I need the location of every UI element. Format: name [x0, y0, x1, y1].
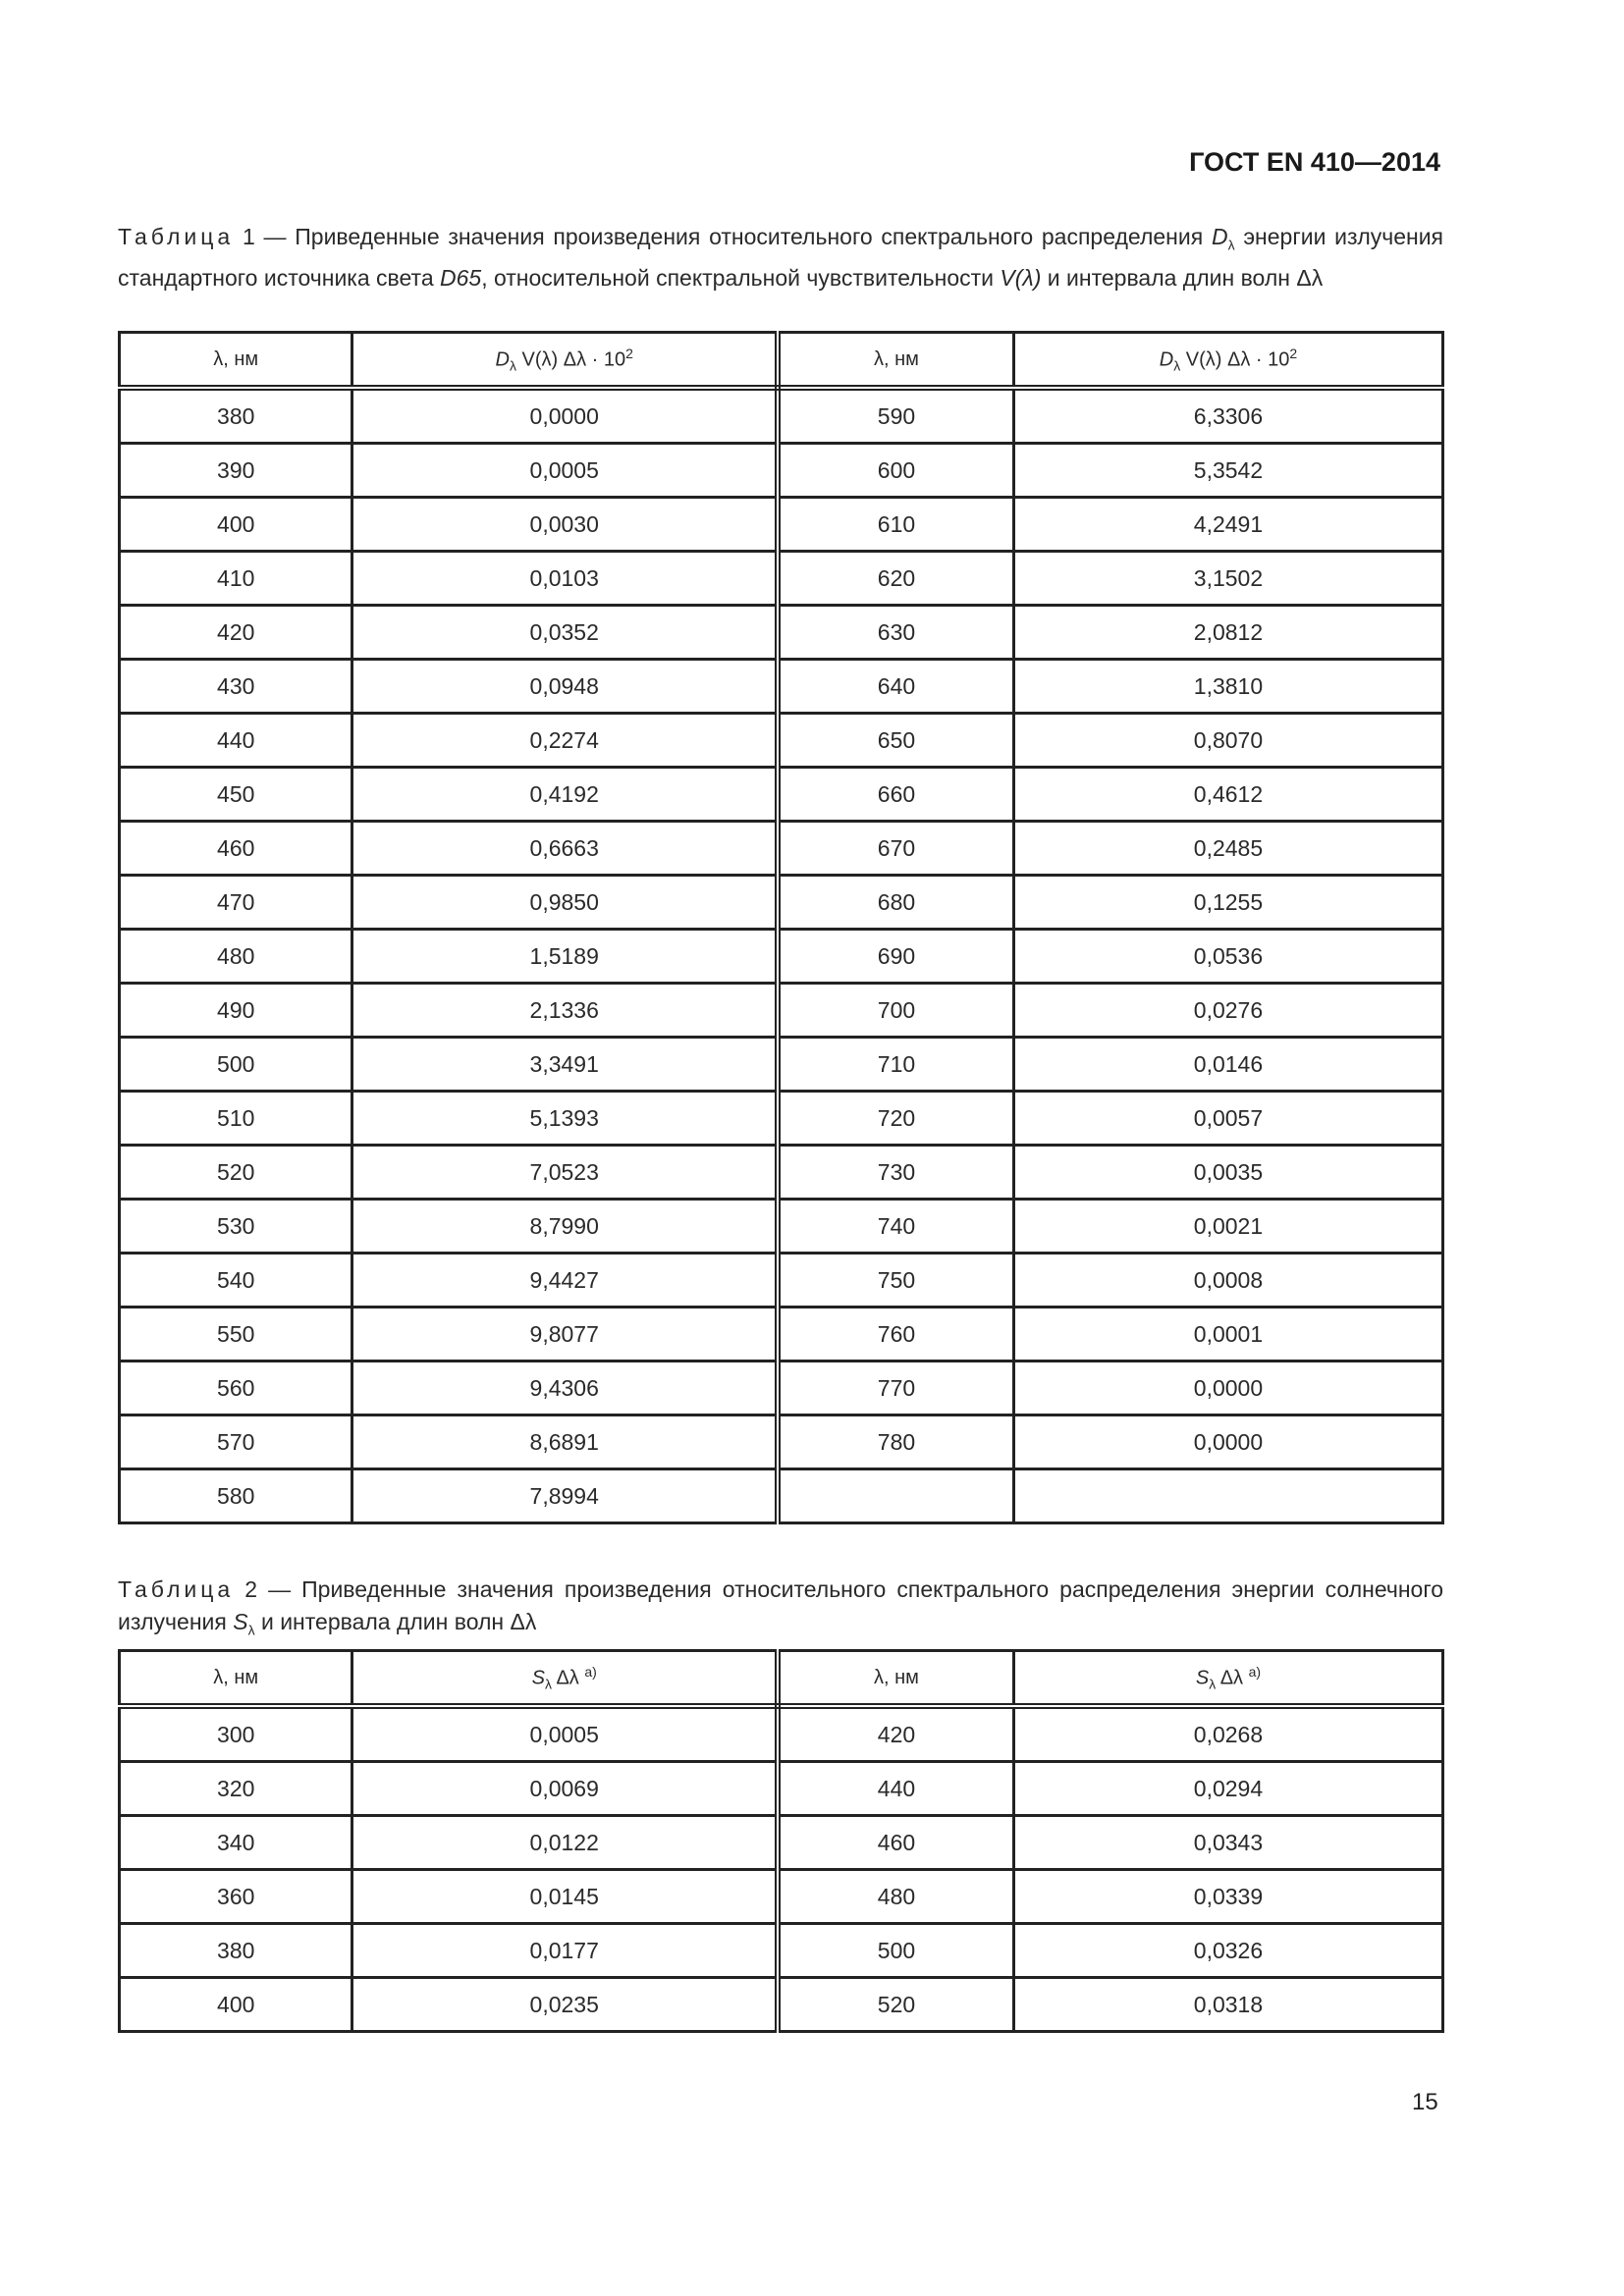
wavelength-cell: 510: [120, 1092, 352, 1146]
wavelength-cell: 480: [120, 930, 352, 984]
value-cell: 0,0948: [352, 660, 778, 714]
value-cell: 0,0000: [352, 388, 778, 444]
wavelength-cell: 500: [120, 1038, 352, 1092]
wavelength-cell: 460: [120, 822, 352, 876]
table-row: [120, 444, 1443, 498]
table-row: [120, 1924, 1443, 1978]
page-number: 15: [1412, 2089, 1438, 2115]
value-cell: 8,6891: [352, 1415, 778, 1469]
table-row: [120, 388, 1443, 444]
table-row: [120, 984, 1443, 1038]
col-header-wavelength: λ, нм: [120, 1651, 352, 1707]
wavelength-cell: 660: [778, 768, 1013, 822]
table-row: [120, 1870, 1443, 1924]
value-cell: 7,0523: [352, 1146, 778, 1200]
table-row: [120, 1038, 1443, 1092]
value-cell: 0,0005: [352, 444, 778, 498]
caption-label: Таблица: [118, 224, 235, 249]
value-cell: 0,0268: [1013, 1706, 1442, 1762]
wavelength-cell: 480: [778, 1870, 1013, 1924]
value-cell: 6,3306: [1013, 388, 1442, 444]
value-cell: 1,5189: [352, 930, 778, 984]
header-symbol: S: [531, 1667, 545, 1689]
wavelength-cell: 700: [778, 984, 1013, 1038]
table-2: [118, 1649, 1444, 2033]
wavelength-cell: 580: [120, 1469, 352, 1523]
header-sup: 2: [1289, 345, 1298, 361]
table-row: [120, 1978, 1443, 2032]
caption-text: и интервала длин волн: [254, 1609, 511, 1634]
value-cell: 0,1255: [1013, 876, 1442, 930]
table-row: [120, 1362, 1443, 1415]
wavelength-cell: 680: [778, 876, 1013, 930]
header-sup: a): [584, 1663, 597, 1680]
caption-text: — Приведенные значения произведения относительного спектрального распределения энергии солнечного излучения: [118, 1576, 1444, 1634]
value-cell: 7,8994: [352, 1469, 778, 1523]
table-1: [118, 331, 1444, 1524]
value-cell: 0,0001: [1013, 1308, 1442, 1362]
wavelength-cell: 360: [120, 1870, 352, 1924]
header-text: V(λ) Δλ · 10: [515, 348, 626, 371]
value-cell: 2,1336: [352, 984, 778, 1038]
value-cell: 0,0000: [1013, 1415, 1442, 1469]
table-header-row: [120, 333, 1443, 389]
caption-symbol: Δλ: [1296, 264, 1324, 291]
value-cell: 0,0343: [1013, 1816, 1442, 1870]
value-cell: 0,9850: [352, 876, 778, 930]
caption-text: и интервала длин волн: [1041, 264, 1297, 291]
caption-symbol: S: [233, 1609, 248, 1634]
caption-sub: λ: [247, 1622, 255, 1638]
value-cell: 0,6663: [352, 822, 778, 876]
value-cell: [1013, 1469, 1442, 1523]
wavelength-cell: 460: [778, 1816, 1013, 1870]
col-header-value: [1013, 333, 1442, 389]
table-row: [120, 498, 1443, 552]
wavelength-cell: 380: [120, 1924, 352, 1978]
caption-symbol: Δλ: [510, 1609, 537, 1634]
caption-text: энергии излучения стандартного источника света: [118, 224, 1444, 291]
wavelength-cell: 590: [778, 388, 1013, 444]
value-cell: 5,3542: [1013, 444, 1442, 498]
wavelength-cell: 470: [120, 876, 352, 930]
wavelength-cell: 420: [120, 606, 352, 660]
wavelength-cell: 320: [120, 1762, 352, 1816]
wavelength-cell: 650: [778, 714, 1013, 768]
wavelength-cell: 770: [778, 1362, 1013, 1415]
value-cell: 4,2491: [1013, 498, 1442, 552]
table-row: [120, 714, 1443, 768]
value-cell: 0,0145: [352, 1870, 778, 1924]
header-symbol: D: [1159, 348, 1174, 371]
wavelength-cell: 400: [120, 1978, 352, 2032]
caption-number: 1: [242, 224, 255, 249]
caption-text: — Приведенные значения произведения относительного спектрального распределения: [254, 224, 1212, 249]
value-cell: 0,0276: [1013, 984, 1442, 1038]
table-row: [120, 768, 1443, 822]
value-cell: 0,0008: [1013, 1254, 1442, 1308]
value-cell: 3,1502: [1013, 552, 1442, 606]
wavelength-cell: 630: [778, 606, 1013, 660]
value-cell: 0,2485: [1013, 822, 1442, 876]
value-cell: 0,0057: [1013, 1092, 1442, 1146]
wavelength-cell: 760: [778, 1308, 1013, 1362]
table1-caption: [118, 221, 1443, 294]
table-row: [120, 1762, 1443, 1816]
wavelength-cell: 690: [778, 930, 1013, 984]
wavelength-cell: 340: [120, 1816, 352, 1870]
value-cell: 9,4427: [352, 1254, 778, 1308]
value-cell: 9,4306: [352, 1362, 778, 1415]
header-sub: λ: [509, 357, 516, 374]
table-row: [120, 1469, 1443, 1523]
value-cell: 0,8070: [1013, 714, 1442, 768]
value-cell: 0,0339: [1013, 1870, 1442, 1924]
header-sup: a): [1248, 1663, 1262, 1680]
value-cell: 0,0318: [1013, 1978, 1442, 2032]
wavelength-cell: 720: [778, 1092, 1013, 1146]
table-row: [120, 1415, 1443, 1469]
wavelength-cell: 380: [120, 388, 352, 444]
caption-number: 2: [244, 1576, 258, 1602]
value-cell: 0,0235: [352, 1978, 778, 2032]
caption-label: Таблица: [118, 1576, 235, 1602]
caption-symbol: D: [1211, 224, 1228, 249]
value-cell: 0,0177: [352, 1924, 778, 1978]
wavelength-cell: 620: [778, 552, 1013, 606]
table-row: [120, 1200, 1443, 1254]
value-cell: 8,7990: [352, 1200, 778, 1254]
caption-sub: λ: [1227, 237, 1235, 253]
value-cell: 0,0352: [352, 606, 778, 660]
value-cell: 2,0812: [1013, 606, 1442, 660]
caption-symbol: V(λ): [1000, 264, 1042, 291]
header-text: Δλ: [1216, 1667, 1249, 1689]
value-cell: 0,4192: [352, 768, 778, 822]
table-row: [120, 1308, 1443, 1362]
value-cell: 0,0536: [1013, 930, 1442, 984]
wavelength-cell: 520: [120, 1146, 352, 1200]
wavelength-cell: 550: [120, 1308, 352, 1362]
value-cell: 0,0103: [352, 552, 778, 606]
wavelength-cell: 440: [778, 1762, 1013, 1816]
document-id: ГОСТ EN 410—2014: [1189, 147, 1440, 177]
value-cell: 0,0000: [1013, 1362, 1442, 1415]
table-row: [120, 876, 1443, 930]
wavelength-cell: 640: [778, 660, 1013, 714]
value-cell: 0,0021: [1013, 1200, 1442, 1254]
wavelength-cell: 410: [120, 552, 352, 606]
header-sub: λ: [1173, 357, 1181, 374]
wavelength-cell: 740: [778, 1200, 1013, 1254]
value-cell: 0,0069: [352, 1762, 778, 1816]
wavelength-cell: 390: [120, 444, 352, 498]
table-row: [120, 930, 1443, 984]
wavelength-cell: 400: [120, 498, 352, 552]
value-cell: 0,0122: [352, 1816, 778, 1870]
col-header-wavelength: λ, нм: [778, 333, 1013, 389]
wavelength-cell: 670: [778, 822, 1013, 876]
table-row: [120, 1816, 1443, 1870]
col-header-wavelength: λ, нм: [120, 333, 352, 389]
value-cell: 0,2274: [352, 714, 778, 768]
value-cell: 9,8077: [352, 1308, 778, 1362]
header-text: Δλ: [551, 1667, 585, 1689]
wavelength-cell: 440: [120, 714, 352, 768]
wavelength-cell: 540: [120, 1254, 352, 1308]
wavelength-cell: 490: [120, 984, 352, 1038]
value-cell: 0,0030: [352, 498, 778, 552]
table-row: [120, 1092, 1443, 1146]
col-header-value: [1013, 1651, 1442, 1707]
wavelength-cell: 750: [778, 1254, 1013, 1308]
col-header-value: [352, 1651, 778, 1707]
col-header-wavelength: λ, нм: [778, 1651, 1013, 1707]
wavelength-cell: 730: [778, 1146, 1013, 1200]
table-row: [120, 1706, 1443, 1762]
caption-text: , относительной спектральной чувствительности: [481, 264, 1001, 291]
caption-symbol: D65: [440, 264, 482, 291]
table-row: [120, 1254, 1443, 1308]
header-sub: λ: [1209, 1676, 1217, 1692]
wavelength-cell: 450: [120, 768, 352, 822]
table-row: [120, 1146, 1443, 1200]
wavelength-cell: 520: [778, 1978, 1013, 2032]
value-cell: 3,3491: [352, 1038, 778, 1092]
value-cell: 1,3810: [1013, 660, 1442, 714]
value-cell: 0,0294: [1013, 1762, 1442, 1816]
value-cell: 0,0146: [1013, 1038, 1442, 1092]
wavelength-cell: 500: [778, 1924, 1013, 1978]
header-symbol: S: [1195, 1667, 1210, 1689]
wavelength-cell: 780: [778, 1415, 1013, 1469]
header-sup: 2: [625, 345, 633, 361]
wavelength-cell: 530: [120, 1200, 352, 1254]
table-row: [120, 660, 1443, 714]
table2-caption: [118, 1574, 1443, 1647]
wavelength-cell: 560: [120, 1362, 352, 1415]
table-row: [120, 822, 1443, 876]
value-cell: 0,0035: [1013, 1146, 1442, 1200]
header-text: V(λ) Δλ · 10: [1180, 348, 1290, 371]
wavelength-cell: [778, 1469, 1013, 1523]
wavelength-cell: 610: [778, 498, 1013, 552]
value-cell: 0,0326: [1013, 1924, 1442, 1978]
wavelength-cell: 710: [778, 1038, 1013, 1092]
value-cell: 0,4612: [1013, 768, 1442, 822]
value-cell: 5,1393: [352, 1092, 778, 1146]
table-row: [120, 552, 1443, 606]
wavelength-cell: 300: [120, 1706, 352, 1762]
wavelength-cell: 420: [778, 1706, 1013, 1762]
header-sub: λ: [544, 1676, 552, 1692]
table-header-row: [120, 1651, 1443, 1707]
wavelength-cell: 570: [120, 1415, 352, 1469]
col-header-value: [352, 333, 778, 389]
table-row: [120, 606, 1443, 660]
value-cell: 0,0005: [352, 1706, 778, 1762]
header-symbol: D: [495, 348, 510, 371]
wavelength-cell: 600: [778, 444, 1013, 498]
wavelength-cell: 430: [120, 660, 352, 714]
